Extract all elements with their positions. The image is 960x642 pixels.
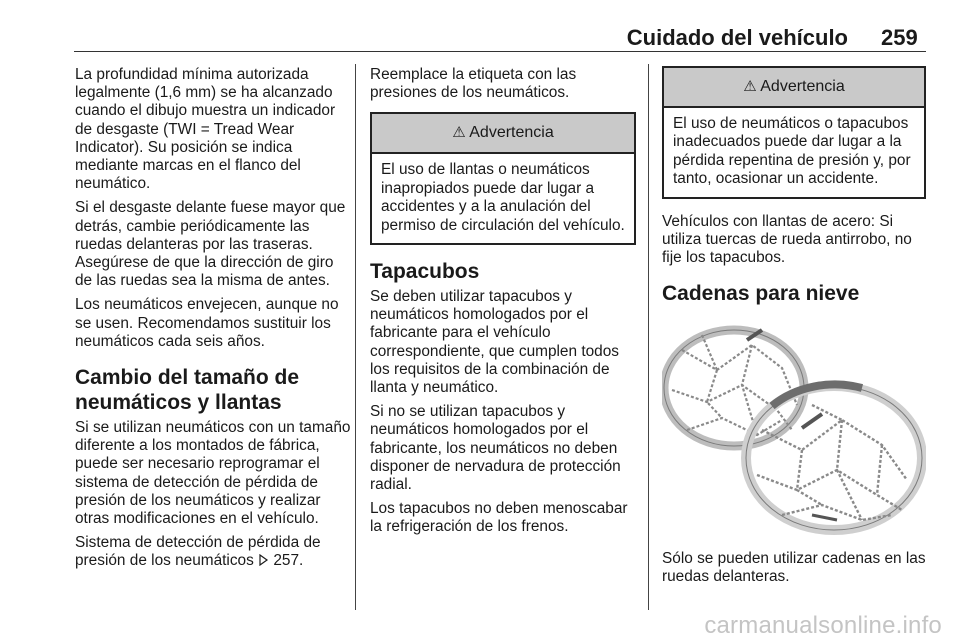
warning-header xyxy=(664,68,924,108)
snow-chains-illustration xyxy=(662,310,926,540)
warning-body: El uso de llantas o neumáticos inapropiados puede dar lugar a accidentes y a la anulación del permiso de circulación del vehículo. xyxy=(381,161,625,234)
heading-snow-chains: Cadenas para nieve xyxy=(662,282,860,306)
paragraph-hubcaps-cooling: Los tapacubos no deben menoscabar la refrigeración de los frenos. xyxy=(370,500,628,536)
page-title: Cuidado del vehículo xyxy=(626,25,848,50)
paragraph-tire-age: Los neumáticos envejecen, aunque no se usen. Recomendamos sustituir los neumáticos cada seis años. xyxy=(75,296,339,350)
paragraph-pressure-label: Reemplace la etiqueta con las presiones de los neumáticos. xyxy=(370,66,577,102)
warning-body: El uso de neumáticos o tapacubos inadecuados puede dar lugar a la pérdida repentina de presión y, por tanto, ocasionar un accidente. xyxy=(673,115,911,188)
ref-arrow-icon xyxy=(258,552,269,569)
warning-box-rims xyxy=(370,112,636,245)
paragraph-tread-depth: La profundidad mínima autorizada legalmente (1,6 mm) se ha alcanzado cuando el dibujo muestra un indicador de desgaste (TWI = Tread Wear Indicator). Su posición se indica mediante marcas en el flanco del neumático. xyxy=(75,66,336,193)
warning-title: Advertencia xyxy=(760,78,845,95)
column-2 xyxy=(370,66,636,543)
paragraph-front-wheels-only: Sólo se pueden utilizar cadenas en las ruedas delanteras. xyxy=(662,550,926,586)
header-divider xyxy=(74,51,926,52)
warning-box-hubcaps xyxy=(662,66,926,199)
column-divider-1 xyxy=(355,64,356,610)
pressure-system-text: Sistema de detección de pérdida de presión de los neumáticos xyxy=(75,534,321,570)
watermark-text: carmanualsonline.info xyxy=(704,612,942,639)
column-divider-2 xyxy=(648,64,649,610)
paragraph-steel-rims: Vehículos con llantas de acero: Si utiliza tuercas de rueda antirrobo, no fije los tapacubos. xyxy=(662,212,912,267)
warning-header xyxy=(372,114,634,154)
heading-tapacubos: Tapacubos xyxy=(370,260,480,284)
paragraph-hubcaps-radial: Si no se utilizan tapacubos y neumáticos homologados por el fabricante, los neumáticos no deben disponer de nervadura de protección radial. xyxy=(370,403,621,494)
page-reference-link[interactable]: 257. xyxy=(273,552,304,570)
paragraph-size-change: Si se utilizan neumáticos con un tamaño diferente a los montados de fábrica, puede ser necesario reprogramar el sistema de detección de pérdida de presión de los neumáticos y realizar otras modificaciones en el vehículo. xyxy=(75,419,351,528)
warning-triangle-icon: ⚠ xyxy=(743,78,757,95)
paragraph-hubcaps-approved: Se deben utilizar tapacubos y neumáticos homologados por el fabricante para el vehículo correspondiente, que cumplen todos los requisitos de la combinación de llanta y neumático. xyxy=(370,288,619,397)
column-3 xyxy=(662,66,926,593)
page-number: 259 xyxy=(881,25,918,50)
paragraph-pressure-system-ref xyxy=(75,534,351,570)
column-1 xyxy=(75,66,351,577)
warning-title: Advertencia xyxy=(469,124,554,142)
warning-triangle-icon: ⚠ xyxy=(452,124,466,142)
heading-tire-size-change: Cambio del tamaño de neumáticos y llantas xyxy=(75,366,300,415)
paragraph-wear-rotation: Si el desgaste delante fuese mayor que detrás, cambie periódicamente las ruedas delanteras por las traseras. Asegúrese de que la dirección de giro de las ruedas sea la misma de antes. xyxy=(75,199,346,290)
